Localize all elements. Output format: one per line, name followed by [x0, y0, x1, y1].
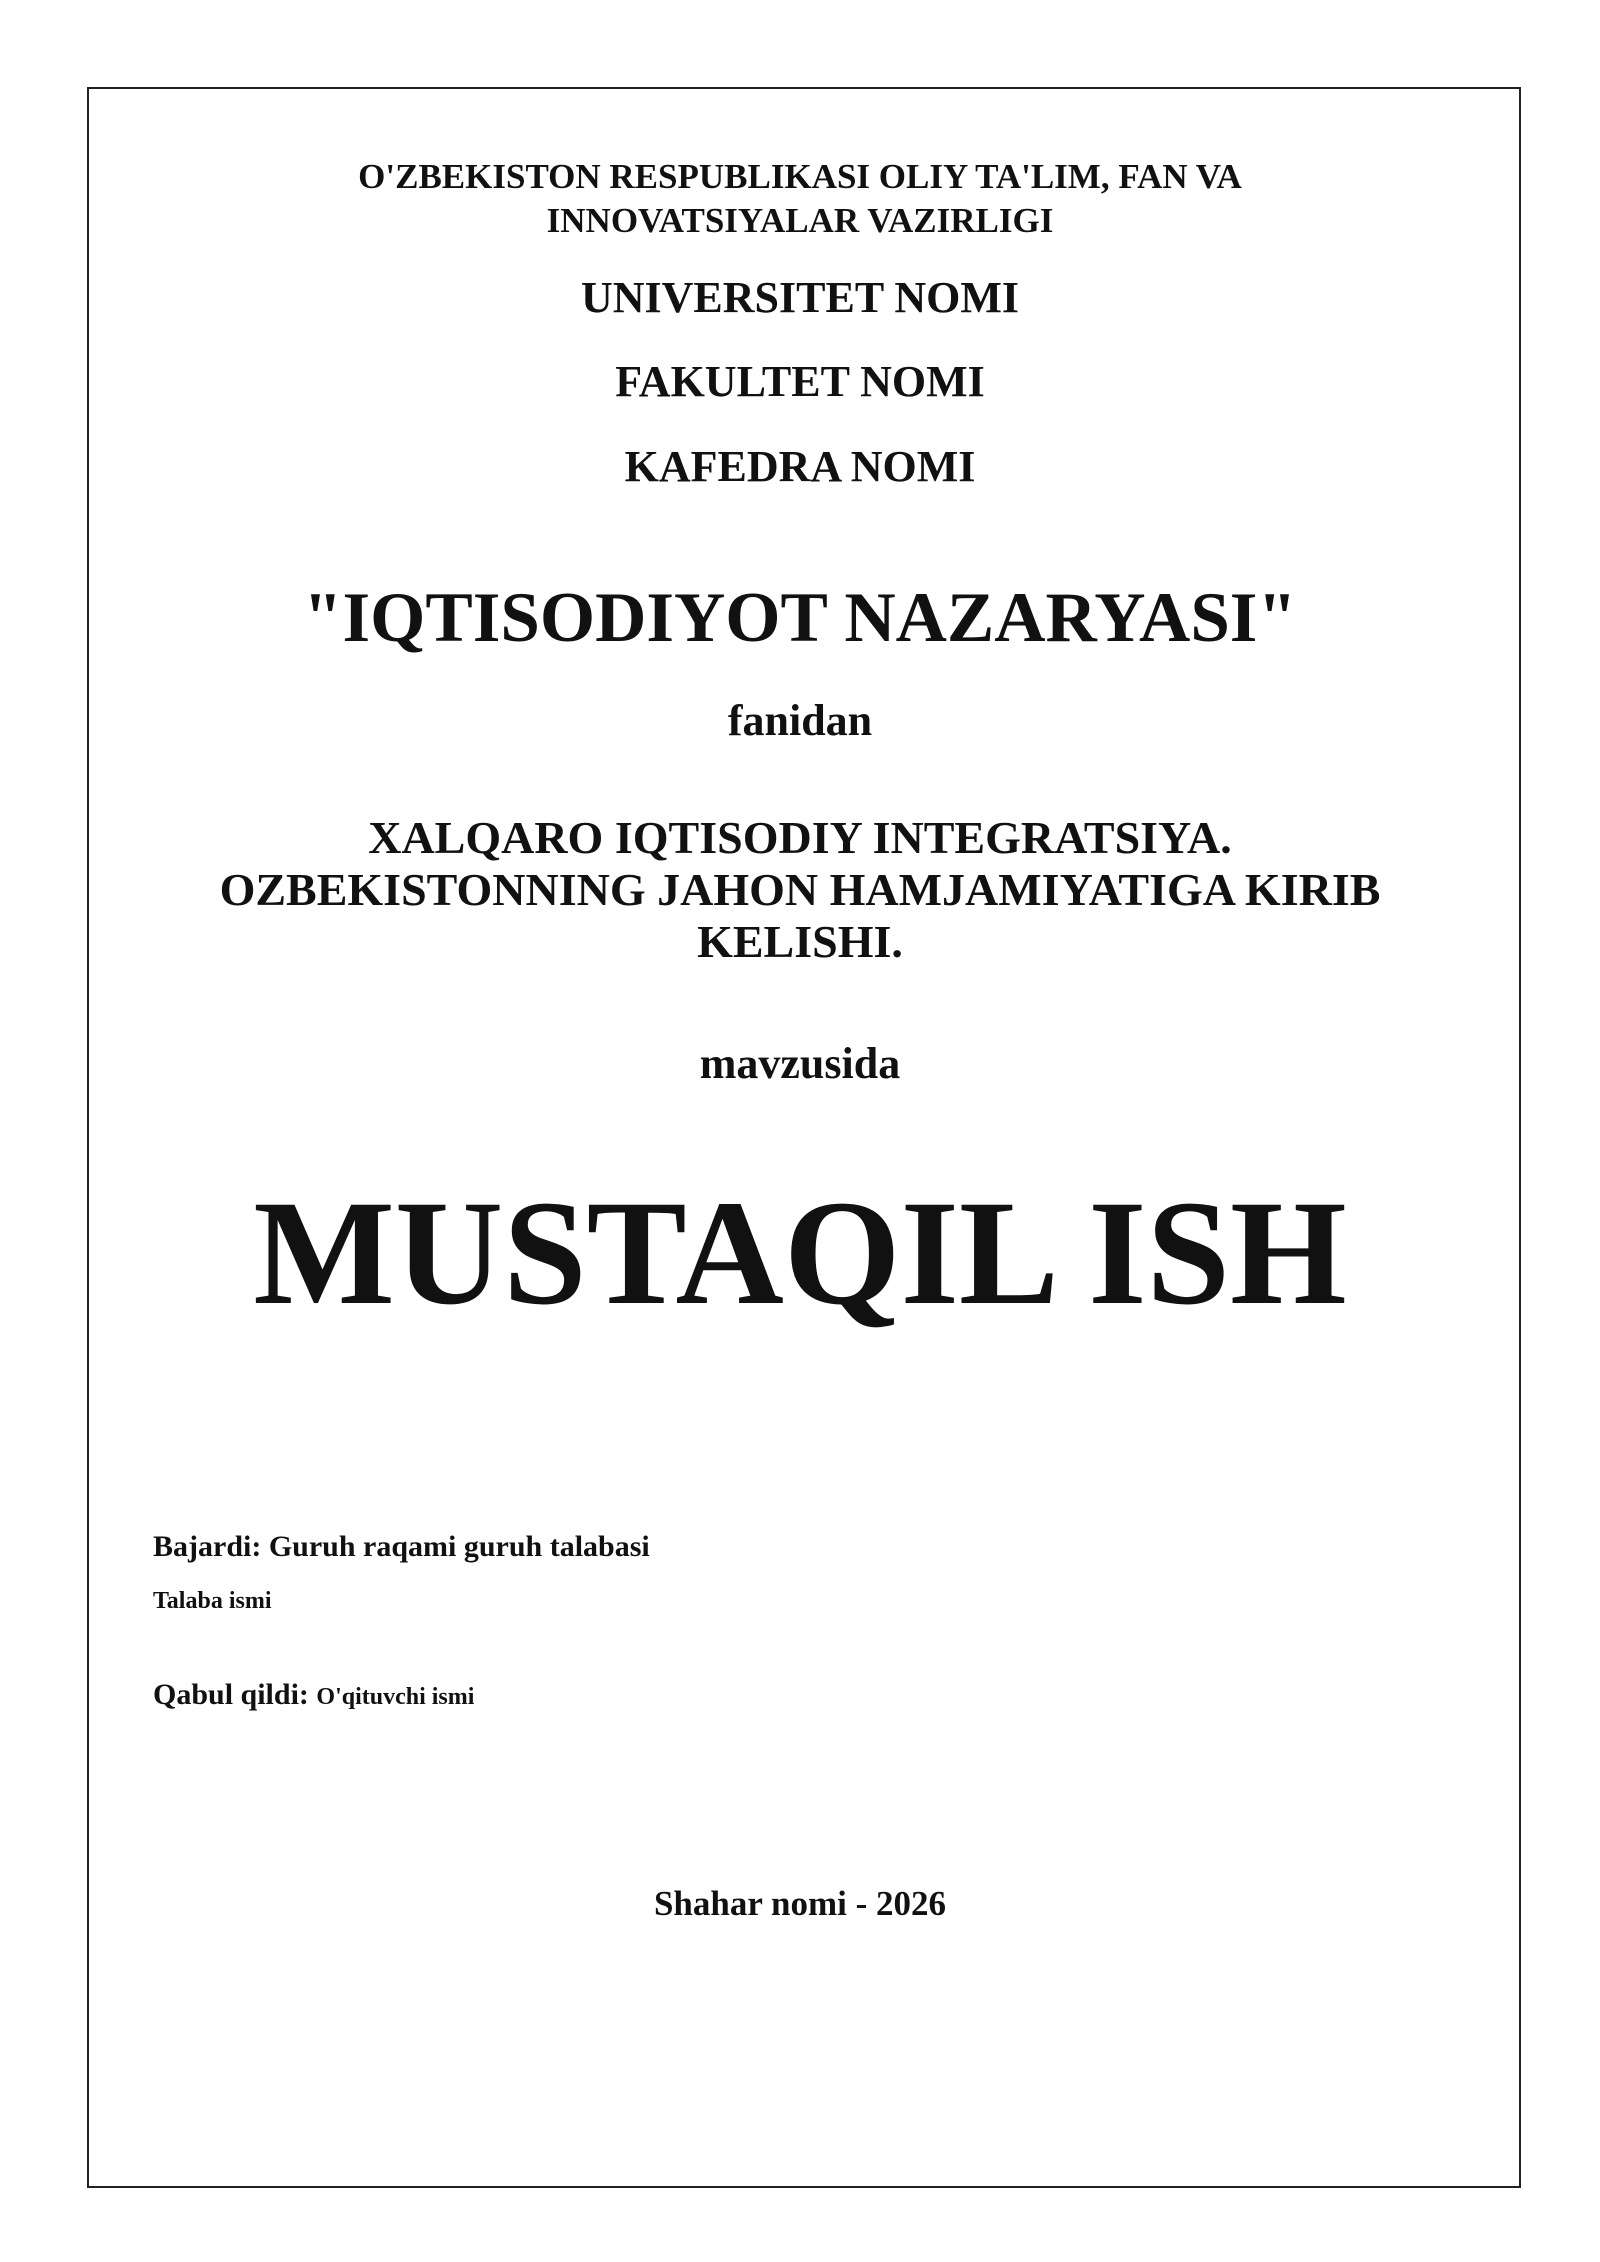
subject-title: "IQTISODIYOT NAZARYASI" [303, 579, 1297, 657]
topic-suffix: mavzusida [699, 1039, 901, 1088]
ministry-heading [0, 155, 1600, 243]
accepted-by-line [153, 1676, 474, 1716]
city-year: Shahar nomi - 2026 [653, 1884, 947, 1923]
topic-line-1: XALQARO IQTISODIY INTEGRATSIYA. [368, 812, 1232, 863]
teacher-name: O'qituvchi ismi [316, 1684, 475, 1710]
completed-by-line [153, 1528, 650, 1566]
ministry-line-2: INNOVATSIYALAR VAZIRLIGI [546, 201, 1054, 240]
accepted-by-label: Qabul qildi: [153, 1678, 309, 1711]
topic-line-2: OZBEKISTONNING JAHON HAMJAMIYATIGA KIRIB [219, 864, 1381, 915]
student-name: Talaba ismi [153, 1588, 272, 1614]
topic-line-3: KELISHI. [697, 916, 903, 967]
faculty-name: FAKULTET NOMI [615, 357, 985, 406]
ministry-line-1: O'ZBEKISTON RESPUBLIKASI OLIY TA'LIM, FAN VA [358, 157, 1242, 196]
university-name: UNIVERSITET NOMI [580, 273, 1020, 322]
department-name: KAFEDRA NOMI [624, 442, 976, 491]
subject-suffix: fanidan [727, 696, 873, 745]
topic-title [0, 812, 1600, 968]
completed-by-label: Bajardi: [153, 1530, 262, 1563]
completed-by-value: Guruh raqami guruh talabasi [268, 1530, 650, 1563]
work-title: MUSTAQIL ISH [253, 1170, 1347, 1336]
